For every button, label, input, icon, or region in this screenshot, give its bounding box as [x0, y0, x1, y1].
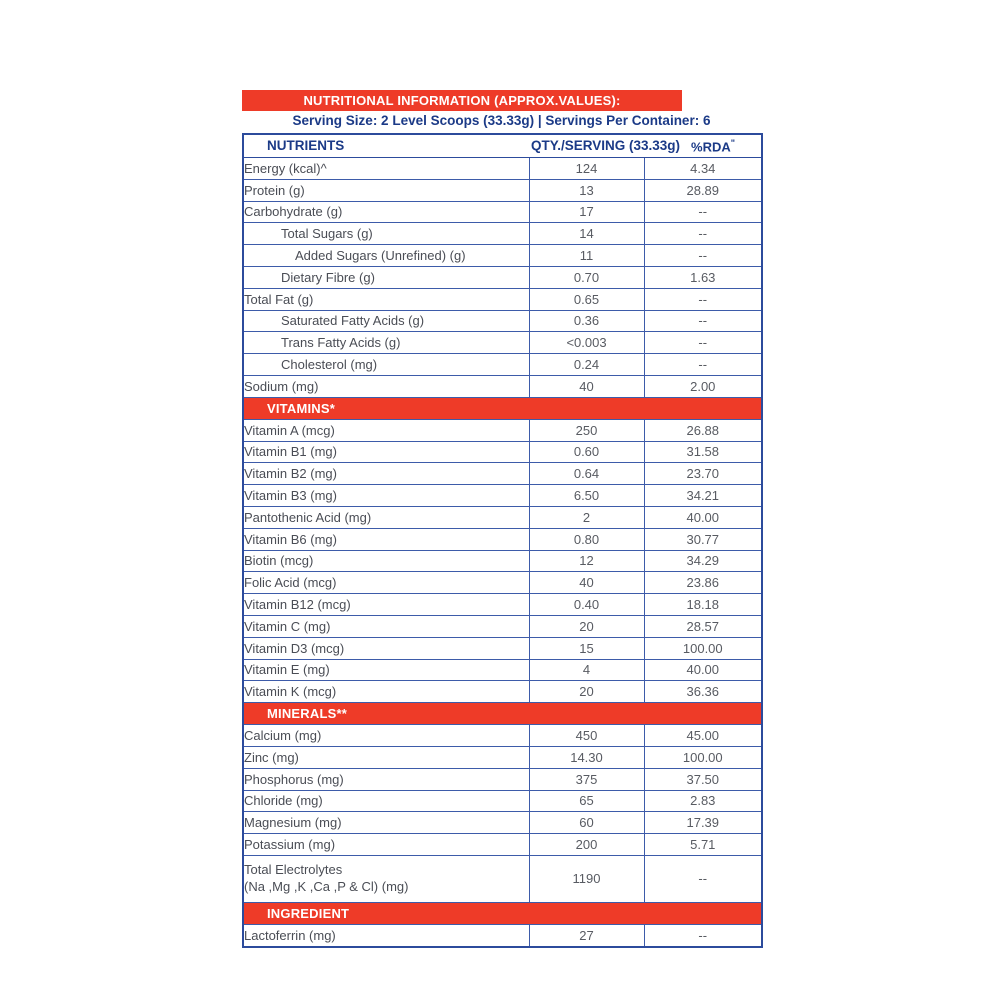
section-header-row: [243, 902, 762, 924]
rda-value: 17.39: [644, 812, 762, 834]
nutrient-row: [243, 790, 762, 812]
rda-value: 100.00: [644, 746, 762, 768]
rda-value: 4.34: [644, 158, 762, 180]
rda-value: --: [644, 245, 762, 267]
nutrient-row: [243, 310, 762, 332]
rda-label: %RDA: [691, 139, 731, 155]
qty-value: 124: [529, 158, 644, 180]
nutrient-name: Vitamin B2 (mg): [243, 463, 529, 485]
rda-value: 36.36: [644, 681, 762, 703]
nutrient-name: Sodium (mg): [243, 375, 529, 397]
qty-value: 11: [529, 245, 644, 267]
nutrition-table: [242, 133, 763, 948]
qty-value: 0.64: [529, 463, 644, 485]
table-header-row: [243, 134, 762, 158]
qty-value: 1190: [529, 855, 644, 902]
nutrient-name: Dietary Fibre (g): [243, 266, 529, 288]
column-header-qty-serving: QTY./SERVING (33.33g): [530, 138, 681, 154]
nutrient-row: [243, 812, 762, 834]
rda-value: 40.00: [644, 506, 762, 528]
nutrient-name: Total Sugars (g): [243, 223, 529, 245]
rda-value: --: [644, 310, 762, 332]
rda-value: 23.86: [644, 572, 762, 594]
rda-value: --: [644, 855, 762, 902]
qty-value: 27: [529, 924, 644, 946]
nutrient-row: [243, 245, 762, 267]
nutrient-name: Vitamin B12 (mcg): [243, 594, 529, 616]
nutrient-row: [243, 550, 762, 572]
qty-value: <0.003: [529, 332, 644, 354]
rda-value: 30.77: [644, 528, 762, 550]
nutrition-table-body: [243, 158, 762, 947]
nutrient-row: [243, 506, 762, 528]
nutrient-row: [243, 746, 762, 768]
column-header-rda: [691, 138, 735, 154]
qty-value: 0.36: [529, 310, 644, 332]
rda-value: --: [644, 924, 762, 946]
nutrient-row: [243, 201, 762, 223]
nutrient-name: Vitamin D3 (mcg): [243, 637, 529, 659]
rda-value: 31.58: [644, 441, 762, 463]
rda-value: 37.50: [644, 768, 762, 790]
nutrient-name: Added Sugars (Unrefined) (g): [243, 245, 529, 267]
qty-value: 20: [529, 615, 644, 637]
nutrient-name: Vitamin C (mg): [243, 615, 529, 637]
nutrient-row: [243, 768, 762, 790]
nutrient-name: Protein (g): [243, 179, 529, 201]
nutrient-name: Vitamin K (mcg): [243, 681, 529, 703]
rda-value: 2.83: [644, 790, 762, 812]
nutrient-row: [243, 924, 762, 946]
nutrient-name: Total Fat (g): [243, 288, 529, 310]
nutrient-name: Cholesterol (mg): [243, 354, 529, 376]
nutrient-row: [243, 594, 762, 616]
qty-value: 12: [529, 550, 644, 572]
qty-value: 0.24: [529, 354, 644, 376]
rda-footnote-mark: ": [730, 137, 736, 148]
rda-value: 34.21: [644, 485, 762, 507]
nutrient-row: [243, 681, 762, 703]
qty-value: 60: [529, 812, 644, 834]
nutrient-name: Pantothenic Acid (mg): [243, 506, 529, 528]
qty-value: 4: [529, 659, 644, 681]
nutrient-row: [243, 637, 762, 659]
rda-value: --: [644, 223, 762, 245]
rda-value: 40.00: [644, 659, 762, 681]
nutrient-name: Folic Acid (mcg): [243, 572, 529, 594]
nutrient-row: [243, 223, 762, 245]
section-header-row: [243, 397, 762, 419]
nutrient-row: [243, 855, 762, 902]
qty-value: 0.80: [529, 528, 644, 550]
qty-value: 6.50: [529, 485, 644, 507]
qty-value: 17: [529, 201, 644, 223]
qty-value: 375: [529, 768, 644, 790]
qty-value: 14.30: [529, 746, 644, 768]
nutrient-row: [243, 179, 762, 201]
nutrient-name: Vitamin B1 (mg): [243, 441, 529, 463]
nutrient-row: [243, 659, 762, 681]
nutrient-row: [243, 158, 762, 180]
qty-value: 40: [529, 572, 644, 594]
rda-value: 28.57: [644, 615, 762, 637]
rda-value: --: [644, 201, 762, 223]
nutrient-row: [243, 725, 762, 747]
section-header: VITAMINS*: [243, 397, 762, 419]
rda-value: 18.18: [644, 594, 762, 616]
section-header: MINERALS**: [243, 703, 762, 725]
nutrient-name: Chloride (mg): [243, 790, 529, 812]
nutrient-name: Vitamin B6 (mg): [243, 528, 529, 550]
rda-value: 2.00: [644, 375, 762, 397]
nutrient-name: Calcium (mg): [243, 725, 529, 747]
serving-info-line: Serving Size: 2 Level Scoops (33.33g) | Servings Per Container: 6: [292, 113, 711, 128]
nutrient-row: [243, 419, 762, 441]
nutrition-info-banner: [242, 90, 682, 111]
nutrient-name: Zinc (mg): [243, 746, 529, 768]
qty-value: 20: [529, 681, 644, 703]
rda-value: 1.63: [644, 266, 762, 288]
nutrient-name: Energy (kcal)^: [243, 158, 529, 180]
qty-value: 200: [529, 834, 644, 856]
rda-value: 26.88: [644, 419, 762, 441]
nutrient-name: Trans Fatty Acids (g): [243, 332, 529, 354]
column-header-nutrients: NUTRIENTS: [267, 138, 345, 154]
rda-value: --: [644, 354, 762, 376]
rda-value: 45.00: [644, 725, 762, 747]
nutrient-row: [243, 375, 762, 397]
qty-value: 13: [529, 179, 644, 201]
nutrient-name: Phosphorus (mg): [243, 768, 529, 790]
qty-value: 0.60: [529, 441, 644, 463]
rda-value: 34.29: [644, 550, 762, 572]
nutrient-name: Vitamin A (mcg): [243, 419, 529, 441]
nutrient-name: Biotin (mcg): [243, 550, 529, 572]
qty-value: 0.65: [529, 288, 644, 310]
nutrient-name: Saturated Fatty Acids (g): [243, 310, 529, 332]
nutrient-name: Magnesium (mg): [243, 812, 529, 834]
rda-value: 5.71: [644, 834, 762, 856]
nutrient-name: Vitamin E (mg): [243, 659, 529, 681]
qty-value: 40: [529, 375, 644, 397]
qty-value: 15: [529, 637, 644, 659]
qty-value: 250: [529, 419, 644, 441]
nutrient-row: [243, 266, 762, 288]
nutrient-row: [243, 528, 762, 550]
nutrient-row: [243, 572, 762, 594]
rda-value: --: [644, 288, 762, 310]
nutrient-name: Potassium (mg): [243, 834, 529, 856]
nutrient-name: Carbohydrate (g): [243, 201, 529, 223]
nutrient-row: [243, 288, 762, 310]
qty-value: 14: [529, 223, 644, 245]
qty-value: 0.40: [529, 594, 644, 616]
section-header-row: [243, 703, 762, 725]
qty-value: 0.70: [529, 266, 644, 288]
nutrient-name: Lactoferrin (mg): [243, 924, 529, 946]
nutrient-row: [243, 485, 762, 507]
rda-value: 100.00: [644, 637, 762, 659]
rda-value: 23.70: [644, 463, 762, 485]
nutrient-row: [243, 463, 762, 485]
nutrient-name: Total Electrolytes (Na ,Mg ,K ,Ca ,P & Cl) (mg): [243, 855, 529, 902]
nutrient-row: [243, 441, 762, 463]
rda-value: --: [644, 332, 762, 354]
qty-value: 65: [529, 790, 644, 812]
nutrient-row: [243, 834, 762, 856]
rda-value: 28.89: [644, 179, 762, 201]
nutrient-name: Vitamin B3 (mg): [243, 485, 529, 507]
nutrient-row: [243, 354, 762, 376]
section-header: INGREDIENT: [243, 902, 762, 924]
qty-value: 450: [529, 725, 644, 747]
qty-value: 2: [529, 506, 644, 528]
banner-title: NUTRITIONAL INFORMATION (APPROX.VALUES):: [303, 93, 621, 108]
nutrient-row: [243, 615, 762, 637]
nutrient-row: [243, 332, 762, 354]
